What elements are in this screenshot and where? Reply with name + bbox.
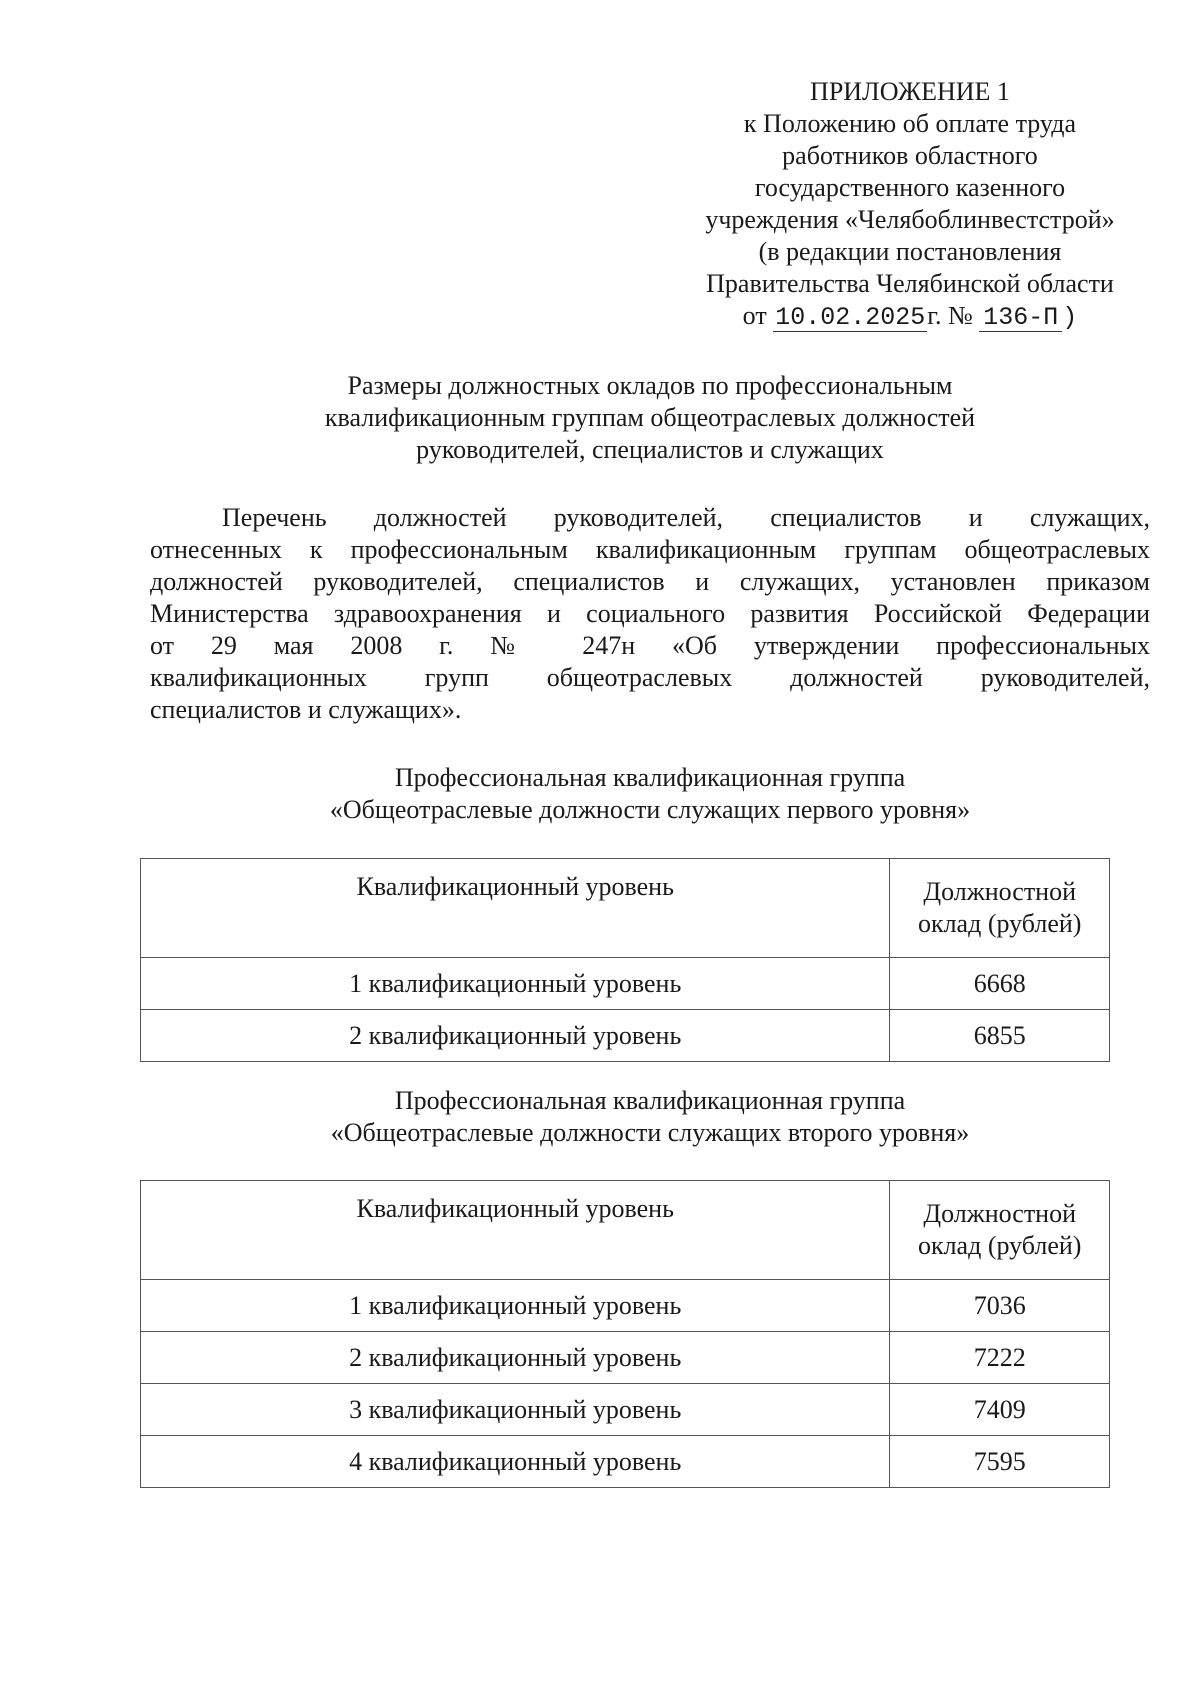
paragraph-line: отнесенных к профессиональным квалификационным группам общеотраслевых	[150, 535, 1150, 564]
salary-cell: 7222	[890, 1332, 1110, 1384]
table-row	[141, 958, 1110, 1010]
salary-header-line: оклад (рублей)	[917, 1231, 1082, 1260]
appendix-line: государственного казенного	[754, 173, 1066, 202]
table-header-row	[141, 859, 1110, 958]
appendix-line: учреждения «Челябоблинвестстрой»	[705, 205, 1115, 234]
salary-cell: 6855	[890, 1010, 1110, 1062]
group-2-table	[140, 1180, 1110, 1488]
document-title	[150, 370, 1150, 466]
level-cell: 1 квалификационный уровень	[141, 958, 890, 1010]
level-cell: 3 квалификационный уровень	[141, 1384, 890, 1436]
appendix-date-line	[690, 300, 1130, 334]
salary-header-line: Должностной	[923, 877, 1077, 906]
appendix-line: работников областного	[782, 141, 1038, 170]
resolution-date: 10.02.2025	[775, 303, 926, 332]
group-1-heading	[150, 762, 1150, 826]
table-row	[141, 1384, 1110, 1436]
paragraph-line: Министерства здравоохранения и социального развития Российской Федерации	[150, 599, 1150, 628]
appendix-title: ПРИЛОЖЕНИЕ 1	[810, 77, 1010, 106]
title-line: квалификационным группам общеотраслевых должностей	[324, 403, 976, 432]
table-row	[141, 1436, 1110, 1488]
group-heading-line: «Общеотраслевые должности служащих второго уровня»	[330, 1118, 970, 1147]
paragraph-line: квалификационных групп общеотраслевых должностей руководителей,	[150, 663, 1150, 692]
column-header-salary	[890, 859, 1110, 958]
salary-header-line: Должностной	[923, 1199, 1077, 1228]
salary-cell: 7036	[890, 1280, 1110, 1332]
group-1-table	[140, 858, 1110, 1062]
closing-paren: )	[1062, 303, 1078, 332]
column-header-level: Квалификационный уровень	[141, 1181, 890, 1280]
appendix-line: (в редакции постановления	[758, 237, 1062, 266]
resolution-number: 136-П	[979, 305, 1062, 332]
table-header-row	[141, 1181, 1110, 1280]
paragraph-line: должностей руководителей, специалистов и служащих, установлен приказом	[150, 567, 1150, 596]
salary-cell: 7595	[890, 1436, 1110, 1488]
level-cell: 1 квалификационный уровень	[141, 1280, 890, 1332]
title-line: руководителей, специалистов и служащих	[416, 435, 884, 464]
table-row	[141, 1280, 1110, 1332]
table-row	[141, 1332, 1110, 1384]
level-cell: 4 квалификационный уровень	[141, 1436, 890, 1488]
group-2-heading	[150, 1085, 1150, 1149]
column-header-salary	[890, 1181, 1110, 1280]
appendix-line: к Положению об оплате труда	[743, 109, 1077, 138]
date-prefix: от	[742, 301, 767, 330]
group-heading-line: Профессиональная квалификационная группа	[394, 763, 906, 792]
table-row	[141, 1010, 1110, 1062]
level-cell: 2 квалификационный уровень	[141, 1332, 890, 1384]
salary-header-line: оклад (рублей)	[917, 909, 1082, 938]
group-heading-line: «Общеотраслевые должности служащих первого уровня»	[329, 795, 971, 824]
paragraph-line: Перечень должностей руководителей, специалистов и служащих,	[222, 503, 1150, 532]
title-line: Размеры должностных окладов по профессиональным	[347, 371, 953, 400]
salary-cell: 7409	[890, 1384, 1110, 1436]
appendix-block	[690, 76, 1130, 334]
group-heading-line: Профессиональная квалификационная группа	[394, 1086, 906, 1115]
column-header-level: Квалификационный уровень	[141, 859, 890, 958]
intro-paragraph	[150, 502, 1150, 726]
salary-cell: 6668	[890, 958, 1110, 1010]
paragraph-line: от 29 мая 2008 г. № 247н «Об утверждении профессиональных	[150, 631, 1150, 660]
appendix-line: Правительства Челябинской области	[706, 269, 1114, 298]
paragraph-line: специалистов и служащих».	[150, 695, 462, 724]
level-cell: 2 квалификационный уровень	[141, 1010, 890, 1062]
date-suffix: г. №	[927, 301, 973, 330]
